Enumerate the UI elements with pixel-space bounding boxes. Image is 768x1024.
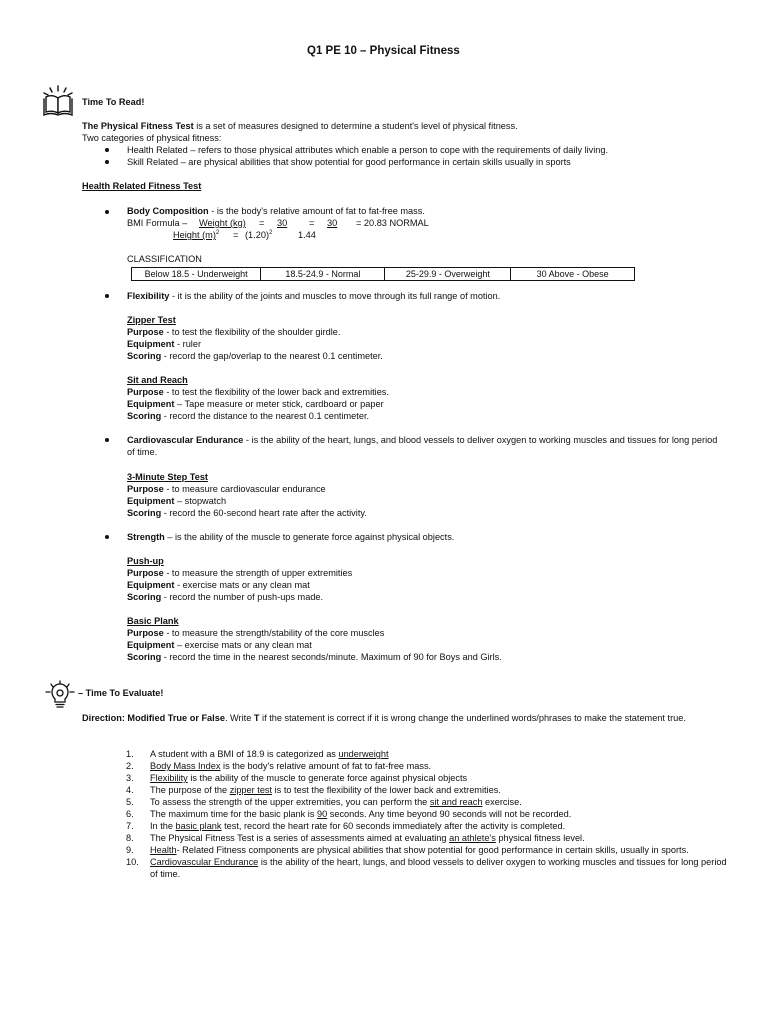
sit-reach-name: Sit and Reach xyxy=(127,375,188,385)
bullet-icon xyxy=(105,148,109,152)
sit-reach-equipment: Equipment – Tape measure or meter stick, cardboard or paper xyxy=(127,399,384,409)
plank-name: Basic Plank xyxy=(127,616,179,626)
category-health: Health Related – refers to those physical attributes which enable a person to cope with the requirements of daily living. xyxy=(127,145,609,155)
list-item: 6. The maximum time for the basic plank is 90 seconds. Any time beyond 90 seconds will not be recorded. xyxy=(126,809,572,819)
bmi-eq: = xyxy=(259,218,265,228)
pushup-equipment: Equipment - exercise mats or any clean mat xyxy=(127,580,310,590)
bmi-height-value-2: 1.44 xyxy=(298,230,316,240)
bmi-weight-value: 30 xyxy=(277,218,288,228)
bmi-result: = 20.83 NORMAL xyxy=(356,218,429,228)
intro-line: The Physical Fitness Test is a set of measures designed to determine a student's level of physical fitness. xyxy=(82,121,518,131)
page-title: Q1 PE 10 – Physical Fitness xyxy=(307,45,460,57)
zipper-test-name: Zipper Test xyxy=(127,315,176,325)
classification-label: CLASSIFICATION xyxy=(127,254,202,264)
body-composition: Body Composition - is the body's relative amount of fat to fat-free mass. xyxy=(127,206,425,216)
bullet-icon xyxy=(105,160,109,164)
direction-text: Direction: Modified True or False. Write T if the statement is correct if it is wrong change the underlined words/phrases to make the statement true. xyxy=(82,713,686,723)
evaluation-list xyxy=(126,748,728,880)
bmi-eq: = xyxy=(233,230,239,240)
list-item: 4. The purpose of the zipper test is to test the flexibility of the lower back and extremities. xyxy=(126,785,501,795)
classification-cell: 25-29.9 - Overweight xyxy=(385,268,511,281)
classification-cell: 18.5-24.9 - Normal xyxy=(261,268,385,281)
pushup-purpose: Purpose - to measure the strength of upper extremities xyxy=(127,568,353,578)
pushup-scoring: Scoring - record the number of push-ups made. xyxy=(127,592,324,602)
list-item: 5. To assess the strength of the upper extremities, you can perform the sit and reach exercise. xyxy=(126,797,522,807)
list-item: 1. A student with a BMI of 18.9 is categorized as underweight xyxy=(126,749,389,759)
zipper-equipment: Equipment - ruler xyxy=(127,339,202,349)
lightbulb-gear-icon xyxy=(44,680,76,708)
list-item: 10. Cardiovascular Endurance is the ability of the heart, lungs, and blood vessels to deliver oxygen to working muscles and tissues for long period of time. xyxy=(126,857,727,879)
evaluate-heading: – Time To Evaluate! xyxy=(78,688,164,698)
hrft-heading: Health Related Fitness Test xyxy=(82,181,202,191)
step-equipment: Equipment – stopwatch xyxy=(127,496,227,506)
plank-scoring: Scoring - record the time in the nearest seconds/minute. Maximum of 90 for Boys and Girls. xyxy=(127,652,502,662)
step-test-name: 3-Minute Step Test xyxy=(127,472,208,482)
zipper-scoring: Scoring - record the gap/overlap to the nearest 0.1 centimeter. xyxy=(127,351,383,361)
bmi-weight-value-2: 30 xyxy=(327,218,338,228)
list-item: 7. In the basic plank test, record the heart rate for 60 seconds immediately after the activity is completed. xyxy=(126,821,566,831)
pushup-name: Push-up xyxy=(127,556,164,566)
strength-def: Strength – is the ability of the muscle to generate force against physical objects. xyxy=(127,532,455,542)
bmi-weight-label: Weight (kg) xyxy=(199,218,246,228)
flexibility-def: Flexibility - it is the ability of the joints and muscles to move through its full range of motion. xyxy=(127,291,501,301)
sit-reach-purpose: Purpose - to test the flexibility of the lower back and extremities. xyxy=(127,387,389,397)
plank-purpose: Purpose - to measure the strength/stability of the core muscles xyxy=(127,628,385,638)
open-book-icon xyxy=(40,84,76,118)
bmi-height-label: Height $(m)^2$ xyxy=(173,229,220,240)
bmi-height-value: $(1.20)^2$ xyxy=(245,229,273,240)
step-scoring: Scoring - record the 60-second heart rate after the activity. xyxy=(127,508,367,518)
step-purpose: Purpose - to measure cardiovascular endurance xyxy=(127,484,326,494)
cardio-def: Cardiovascular Endurance - is the ability of the heart, lungs, and blood vessels to deliver oxygen to working muscles and tissues for long period of time. xyxy=(127,435,718,457)
list-item: 9. Health- Related Fitness components are physical abilities that show potential for good performance in certain skills, usually in sports. xyxy=(126,845,689,855)
bullet-icon xyxy=(105,210,109,214)
list-item: 8. The Physical Fitness Test is a series of assessments aimed at evaluating an athlete's physical fitness level. xyxy=(126,833,585,843)
bmi-eq: = xyxy=(309,218,315,228)
plank-equipment: Equipment – exercise mats or any clean mat xyxy=(127,640,312,650)
list-item: 3. Flexibility is the ability of the muscle to generate force against physical objects xyxy=(126,773,468,783)
read-heading: Time To Read! xyxy=(82,97,145,107)
bullet-icon xyxy=(105,438,109,442)
classification-table xyxy=(131,267,635,281)
bullet-icon xyxy=(105,535,109,539)
sit-reach-scoring: Scoring - record the distance to the nearest 0.1 centimeter. xyxy=(127,411,370,421)
two-categories: Two categories of physical fitness: xyxy=(82,133,222,143)
bullet-icon xyxy=(105,294,109,298)
list-item: 2. Body Mass Index is the body's relative amount of fat to fat-free mass. xyxy=(126,761,432,771)
zipper-purpose: Purpose - to test the flexibility of the shoulder girdle. xyxy=(127,327,341,337)
category-skill: Skill Related – are physical abilities that show potential for good performance in certain skills usually in sports xyxy=(127,157,571,167)
classification-cell: Below 18.5 - Underweight xyxy=(132,268,261,281)
bmi-formula-label: BMI Formula – xyxy=(127,218,188,228)
classification-cell: 30 Above - Obese xyxy=(511,268,635,281)
